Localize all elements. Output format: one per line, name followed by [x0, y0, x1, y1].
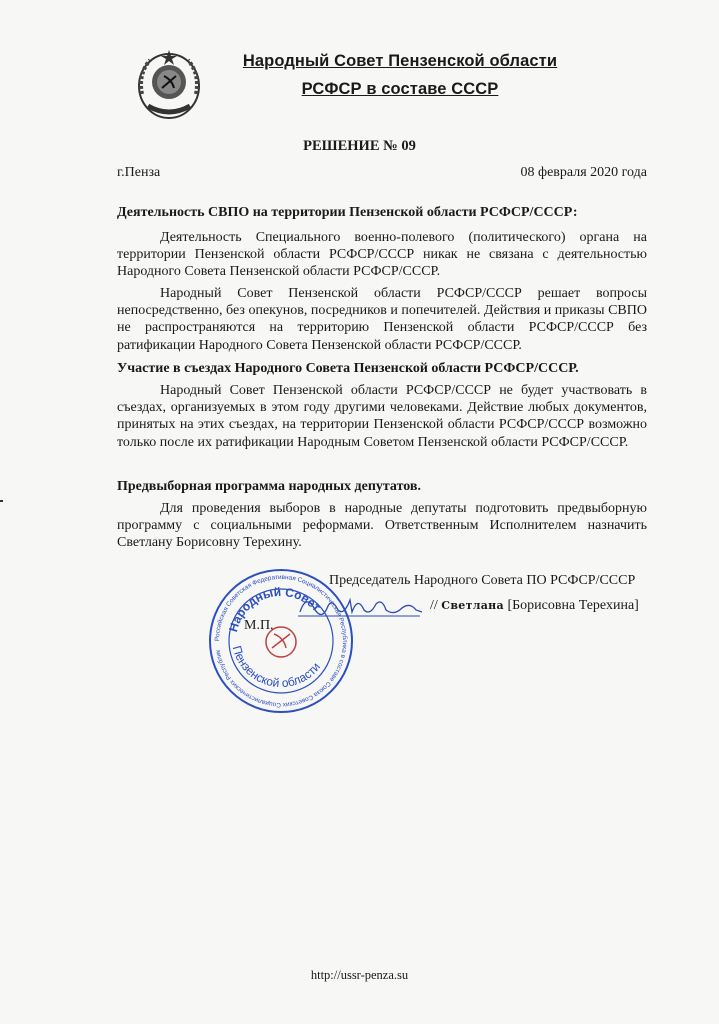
signatory-name — [430, 598, 639, 614]
signatory-position: Председатель Народного Совета ПО РСФСР/СССР — [329, 573, 636, 588]
footer-url[interactable]: http://ussr-penza.su — [310, 968, 409, 982]
section-heading: Предвыборная программа народных депутатов. — [117, 479, 421, 494]
section-paragraph: Для проведения выборов в народные депутаты подготовить предвыборную программу с социальными реформами. Ответственным Исполнителем назначить Светлану Борисовну Терехину. — [117, 501, 647, 551]
section-heading: Деятельность СВПО на территории Пензенской области РСФСР/СССР: — [117, 205, 578, 220]
header-line-2: РСФСР в составе СССР — [301, 80, 499, 98]
stamp-mark-label: М.П. — [244, 618, 274, 633]
section-heading: Участие в съездах Народного Совета Пензенской области РСФСР/СССР. — [117, 361, 579, 376]
seal-bottom-text: Пензенской области — [229, 644, 324, 691]
state-emblem-icon — [134, 44, 204, 122]
round-seal — [208, 568, 354, 714]
header-line-1: Народный Совет Пензенской области — [242, 52, 558, 70]
seal-outer-text: Российская Советская Федеративная Социалистическая Республика в составе Союза Советских Социалистических Республик — [213, 573, 349, 709]
svg-text:Пензенской области — [230, 644, 323, 690]
decision-title: РЕШЕНИЕ № 09 — [303, 138, 416, 154]
section-paragraph: Народный Совет Пензенской области РСФСР/СССР не будет участвовать в съездах, организуемых в этом году другими человеками. Действие любых документов, принятых на этих съездах, на территории Пензенской области РСФСР/СССР возможно только после их ратификации Народным Советом Пензенской области РСФСР/СССР. — [117, 383, 647, 450]
signatory-full-name: [Борисовна Терехина] — [507, 598, 639, 613]
margin-mark — [0, 500, 3, 502]
seal-top-text: Народный Совет — [226, 584, 324, 634]
decision-date: 08 февраля 2020 года — [520, 165, 647, 180]
section-paragraph: Народный Совет Пензенской области РСФСР/СССР решает вопросы непосредственно, без опекунов, посредников и попечителей. Действия и приказы СВПО не распространяются на территорию Пензенской области РСФСР/СССР без ратификации Народного Совета Пензенской области РСФСР/СССР. — [117, 286, 647, 353]
signatory-first-name: Светлана — [441, 599, 504, 612]
decision-city: г.Пенза — [117, 165, 161, 180]
signature-separator: // — [430, 598, 438, 613]
section-paragraph: Деятельность Специального военно-полевого (политического) органа на территории Пензенской области РСФСР/СССР никак не связана с деятельностью Народного Совета Пензенской области РСФСР/СССР. — [117, 230, 647, 280]
